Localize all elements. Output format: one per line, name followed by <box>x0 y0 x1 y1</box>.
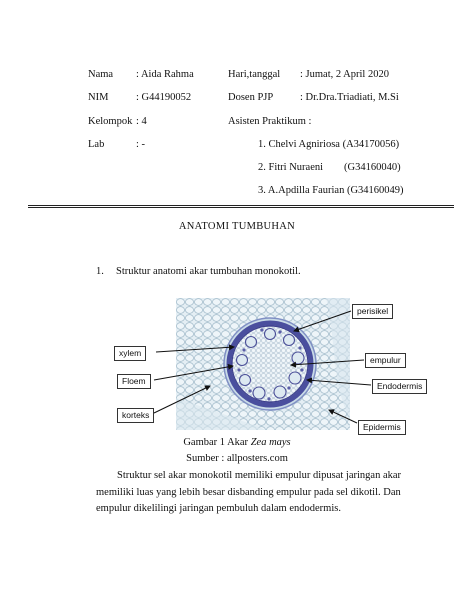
asisten-label: Asisten Praktikum : <box>228 116 312 127</box>
dosen-value: : Dr.Dra.Triadiati, M.Si <box>300 92 399 103</box>
paragraph-line: empulur dikelilingi jaringan pembuluh dalam endodermis. <box>96 503 341 514</box>
section-number: 1. <box>96 266 104 277</box>
hari-value: : Jumat, 2 April 2020 <box>300 69 389 80</box>
figure-source: Sumber : allposters.com <box>186 453 288 464</box>
lab-label: Lab <box>88 139 105 150</box>
label-korteks: korteks <box>117 408 154 423</box>
asisten-item: 3. A.Apdilla Faurian (G34160049) <box>258 185 404 196</box>
section-heading: Struktur anatomi akar tumbuhan monokotil. <box>116 266 301 277</box>
kelompok-value: : 4 <box>136 116 147 127</box>
asisten-item: 2. Fitri Nuraeni (G34160040) <box>258 162 401 173</box>
label-empulur: empulur <box>365 353 406 368</box>
paragraph-line: Struktur sel akar monokotil memiliki empulur dipusat jaringan akar <box>117 470 402 481</box>
label-xylem: xylem <box>114 346 146 361</box>
label-epidermis: Epidermis <box>358 420 406 435</box>
page-title: ANATOMI TUMBUHAN <box>178 221 296 232</box>
caption-prefix: Gambar 1 Akar <box>183 437 251 448</box>
nama-label: Nama <box>88 69 114 80</box>
asisten-item: 1. Chelvi Agniriosa (A34170056) <box>258 139 400 150</box>
nim-value: : G44190052 <box>136 92 192 103</box>
figure-caption <box>0 437 474 448</box>
label-perisikel: perisikel <box>352 304 393 319</box>
dosen-label: Dosen PJP <box>228 92 274 103</box>
nama-value: : Aida Rahma <box>136 69 194 80</box>
kelompok-label: Kelompok <box>88 116 133 127</box>
paragraph-line: memiliki luas yang lebih besar disbanding empulur pada sel dikotil. Dan <box>96 487 401 498</box>
hari-label: Hari,tanggal <box>228 69 281 80</box>
label-endodermis: Endodermis <box>372 379 427 394</box>
label-floem: Floem <box>117 374 151 389</box>
nim-label: NIM <box>88 92 109 103</box>
caption-species: Zea mays <box>250 437 291 448</box>
lab-value: : - <box>136 139 146 150</box>
